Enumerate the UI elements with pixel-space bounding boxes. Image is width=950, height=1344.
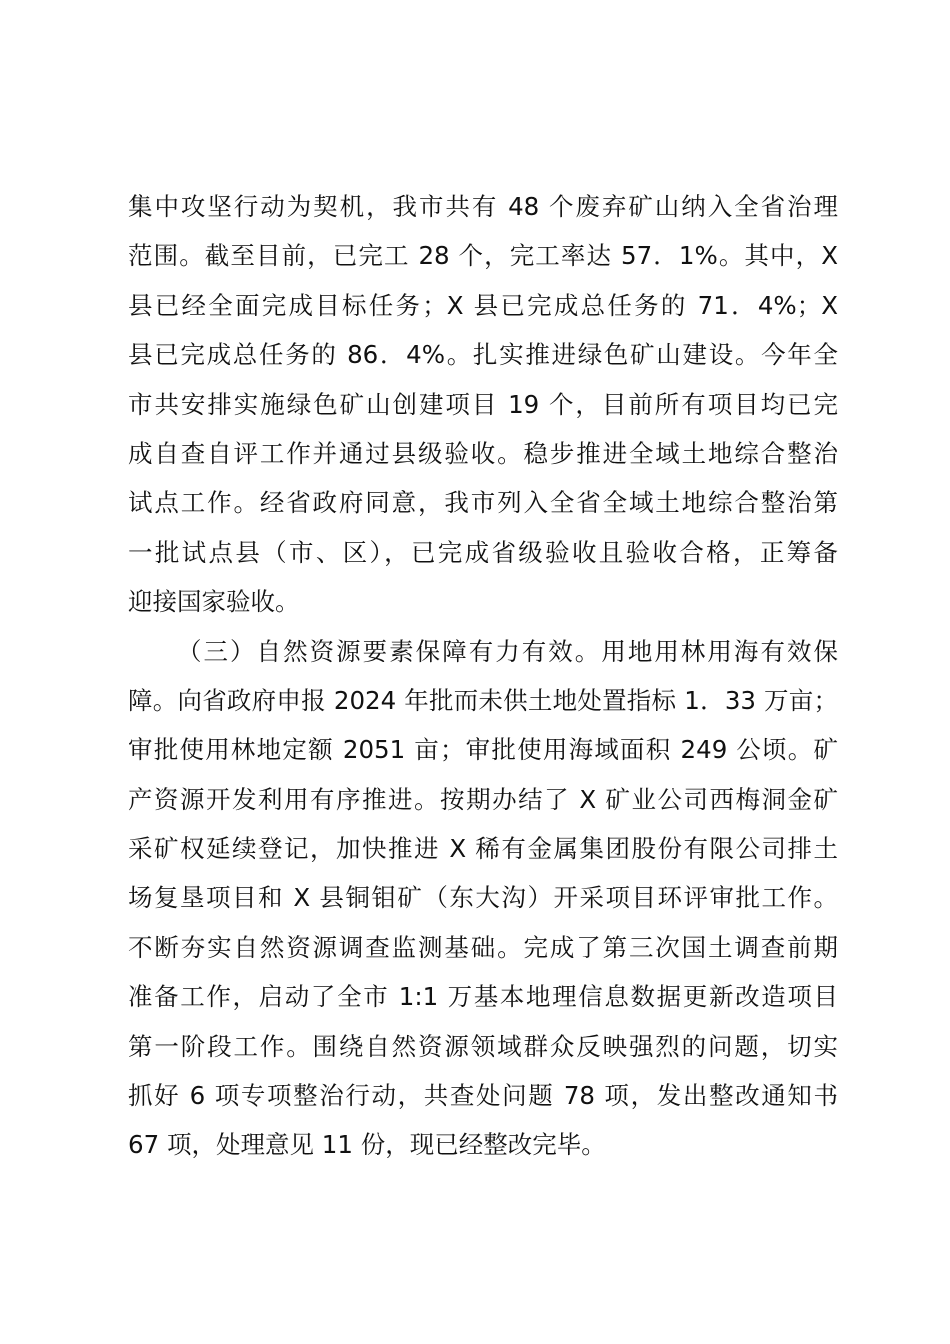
paragraph-2 — [128, 627, 838, 1170]
text-line: 集中攻坚行动为契机，我市共有 48 个废弃矿山纳入全省治理 — [128, 192, 838, 221]
text-line: 准备工作，启动了全市 1:1 万基本地理信息数据更新改造项目 — [128, 982, 838, 1012]
text-line: 市共安排实施绿色矿山创建项目 19 个，目前所有项目均已完 — [128, 389, 838, 419]
text-line: 迎接国家验收。 — [128, 587, 300, 617]
section-heading-line: （三）自然资源要素保障有力有效。用地用林用海有效保 — [177, 636, 838, 666]
text-line: 范围。截至目前，已完工 28 个，完工率达 57．1%。其中，X — [128, 241, 838, 271]
text-line: 障。向省政府申报 2024 年批而未供土地处置指标 1．33 万亩； — [128, 685, 838, 715]
text-line: 县已经全面完成目标任务；X 县已完成总任务的 71．4%；X — [128, 290, 838, 320]
text-line: 不断夯实自然资源调查监测基础。完成了第三次国土调查前期 — [128, 932, 838, 962]
text-line: 一批试点县（市、区），已完成省级验收且验收合格，正筹备 — [128, 537, 838, 567]
text-line: 审批使用林地定额 2051 亩；审批使用海域面积 249 公顷。矿 — [128, 735, 838, 765]
text-line: 产资源开发利用有序推进。按期办结了 X 矿业公司西梅洞金矿 — [128, 784, 838, 814]
document-body — [128, 182, 838, 1170]
text-line: 试点工作。经省政府同意，我市列入全省全域土地综合整治第 — [128, 488, 838, 518]
text-line: 场复垦项目和 X 县铜钼矿（东大沟）开采项目环评审批工作。 — [128, 883, 838, 913]
text-line: 采矿权延续登记，加快推进 X 稀有金属集团股份有限公司排土 — [128, 834, 838, 864]
text-line: 县已完成总任务的 86．4%。扎实推进绿色矿山建设。今年全 — [128, 340, 838, 370]
text-line: 第一阶段工作。围绕自然资源领域群众反映强烈的问题，切实 — [128, 1031, 838, 1061]
text-line: 67 项，处理意见 11 份，现已经整改完毕。 — [128, 1130, 606, 1160]
text-line: 抓好 6 项专项整治行动，共查处问题 78 项，发出整改通知书 — [128, 1081, 838, 1111]
text-line: 成自查自评工作并通过县级验收。稳步推进全域土地综合整治 — [128, 438, 838, 468]
paragraph-1 — [128, 182, 838, 627]
